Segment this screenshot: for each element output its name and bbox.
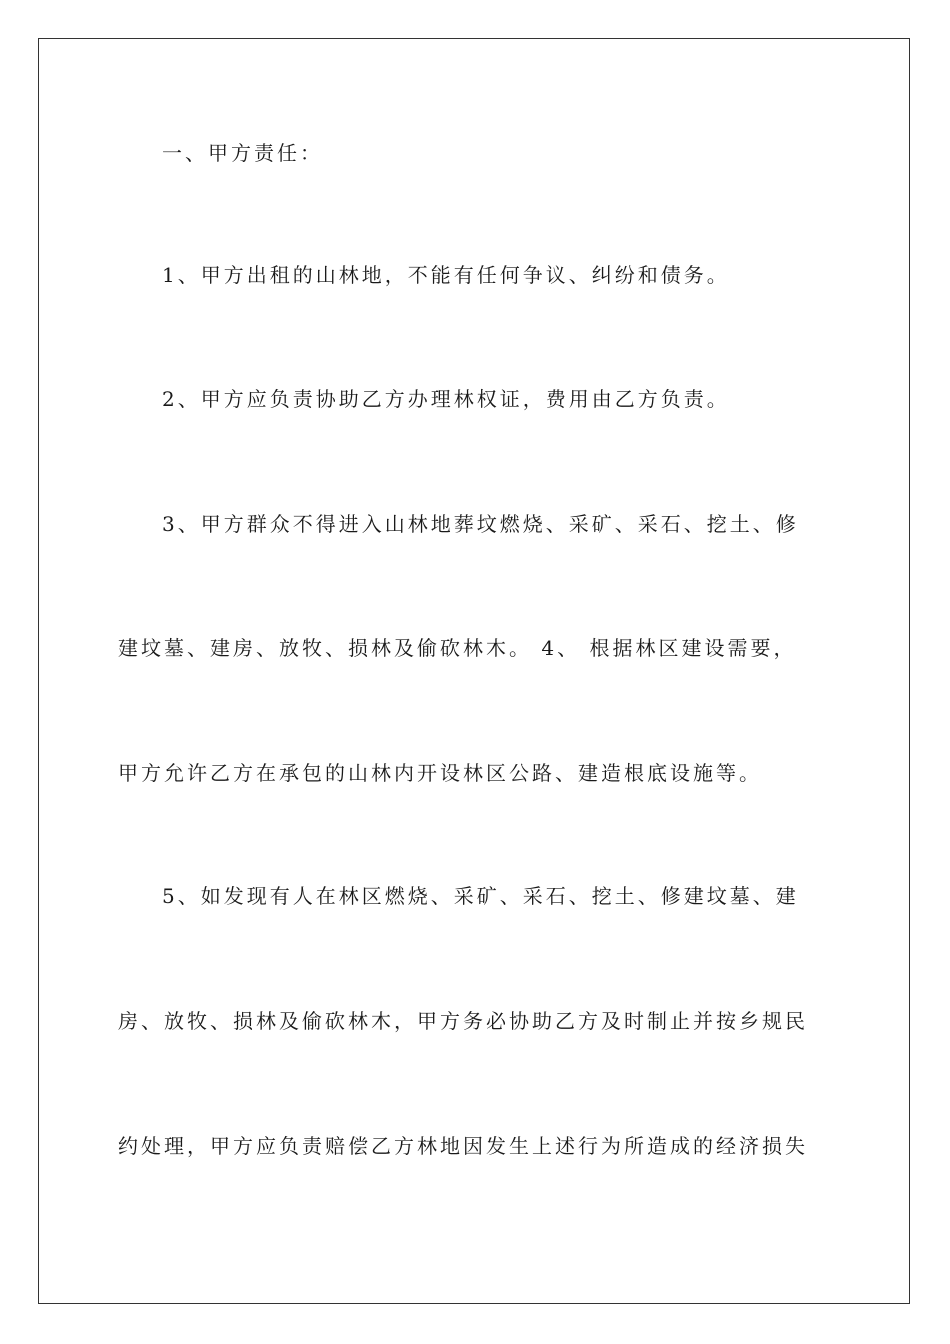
page-frame [38,38,910,1304]
clause-2: 2、甲方应负责协助乙方办理林权证，费用由乙方负责。 [162,387,730,411]
clause-3-line-1: 3、甲方群众不得进入山林地葬坟燃烧、采矿、采石、挖土、修 [162,512,799,536]
clause-1: 1、甲方出租的山林地，不能有任何争议、纠纷和债务。 [162,263,730,287]
clause-5-line-2: 房、放牧、损林及偷砍林木，甲方务必协助乙方及时制止并按乡规民 [118,1009,808,1033]
clause-5-line-3: 约处理，甲方应负责赔偿乙方林地因发生上述行为所造成的经济损失 [118,1134,808,1158]
clause-3-line-2: 建坟墓、建房、放牧、损林及偷砍林木。 4、 根据林区建设需要， [118,636,797,660]
clause-4-line: 甲方允许乙方在承包的山林内开设林区公路、建造根底设施等。 [118,761,762,785]
section-heading: 一、甲方责任： [162,141,323,165]
clause-5-line-1: 5、如发现有人在林区燃烧、采矿、采石、挖土、修建坟墓、建 [162,884,799,908]
